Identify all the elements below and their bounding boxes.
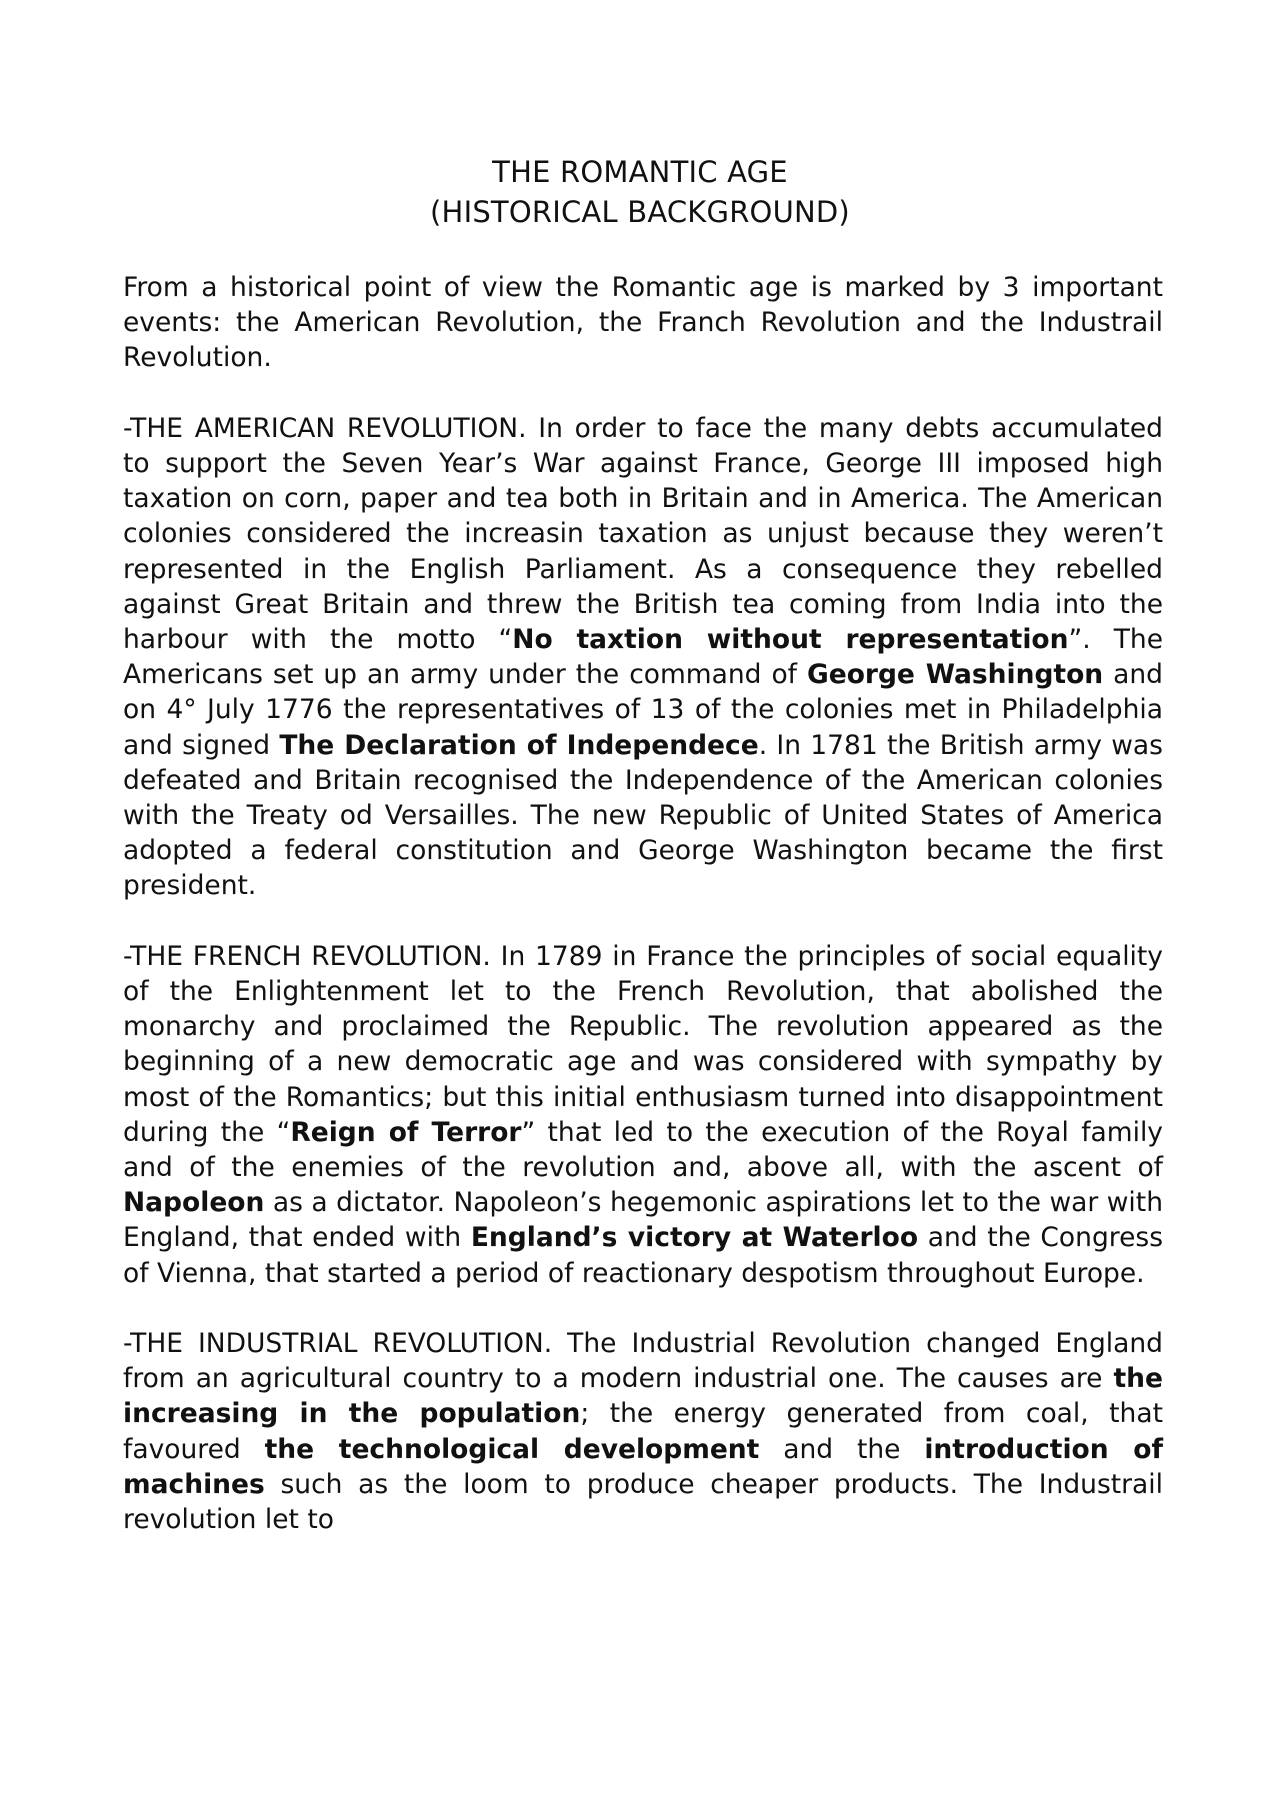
american-revolution-paragraph <box>123 411 1163 904</box>
american-bold-washington: George Washington <box>806 659 1104 691</box>
american-bold-motto: No taxtion without representation <box>512 624 1069 656</box>
industrial-text-3: and the <box>759 1433 925 1465</box>
french-text-4: and the Congress of Vienna, that started a period of reactionary despotism throughout Europe. <box>123 1222 1163 1289</box>
title-line-2: (HISTORICAL BACKGROUND) <box>430 195 850 229</box>
french-bold-napoleon: Napoleon <box>123 1187 265 1219</box>
industrial-text-1: -THE INDUSTRIAL REVOLUTION. The Industrial Revolution changed England from an agricultural country to a modern industrial one. The causes are <box>123 1328 1163 1395</box>
american-text-1: -THE AMERICAN REVOLUTION. In order to face the many debts accumulated to support the Seven Year’s War against France, George III imposed high taxation on corn, paper and tea both in Britain and in America. The American colonies considered the increasin taxation as unjust because they weren’t represented in the English Parliament. As a consequence they rebelled against Great Britain and threw the British tea coming from India into the harbour with the motto “ <box>123 412 1163 656</box>
title-line-1: THE ROMANTIC AGE <box>492 155 788 189</box>
document-body <box>123 270 1163 1572</box>
french-bold-waterloo: England’s victory at Waterloo <box>470 1222 919 1254</box>
industrial-text-4: such as the loom to produce cheaper products. The Industrail revolution let to <box>123 1468 1163 1536</box>
industrial-bold-machines: introduction of machines <box>123 1433 1164 1500</box>
american-text-2: ”. The Americans set up an army under the command of <box>123 624 1163 691</box>
american-text-3: and on 4° July 1776 the representatives of 13 of the colonies met in Philadelphia and signed <box>123 659 1164 761</box>
industrial-bold-population: the increasing in the population <box>123 1363 1163 1430</box>
french-revolution-paragraph <box>123 939 1163 1291</box>
industrial-bold-technological: the technological development <box>264 1433 760 1465</box>
industrial-text-2: ; the energy generated from coal, that favoured <box>123 1398 1163 1465</box>
industrial-revolution-paragraph <box>123 1326 1163 1537</box>
document-title <box>0 152 1280 232</box>
american-text-4: . In 1781 the British army was defeated and Britain recognised the Independence of the American colonies with the Treaty od Versailles. The new Republic of United States of America adopted a federal constitution and George Washington became the first president. <box>123 729 1163 902</box>
american-bold-declaration: The Declaration of Independece <box>279 729 759 761</box>
french-text-2: ” that led to the execution of the Royal family and of the enemies of the revolution and, above all, with the ascent of <box>123 1116 1163 1184</box>
french-bold-reign-of-terror: Reign of Terror <box>290 1116 522 1148</box>
intro-paragraph: From a historical point of view the Romantic age is marked by 3 important events: the American Revolution, the Franch Revolution and the Industrail Revolution. <box>123 272 1163 374</box>
french-text-1: -THE FRENCH REVOLUTION. In 1789 in France the principles of social equality of the Enlightenment let to the French Revolution, that abolished the monarchy and proclaimed the Republic. The revolution appeared as the beginning of a new democratic age and was considered with sympathy by most of the Romantics; but this initial enthusiasm turned into disappointment during the “ <box>123 940 1163 1148</box>
french-text-3: as a dictator. Napoleon’s hegemonic aspirations let to the war with England, that ended with <box>123 1187 1163 1254</box>
